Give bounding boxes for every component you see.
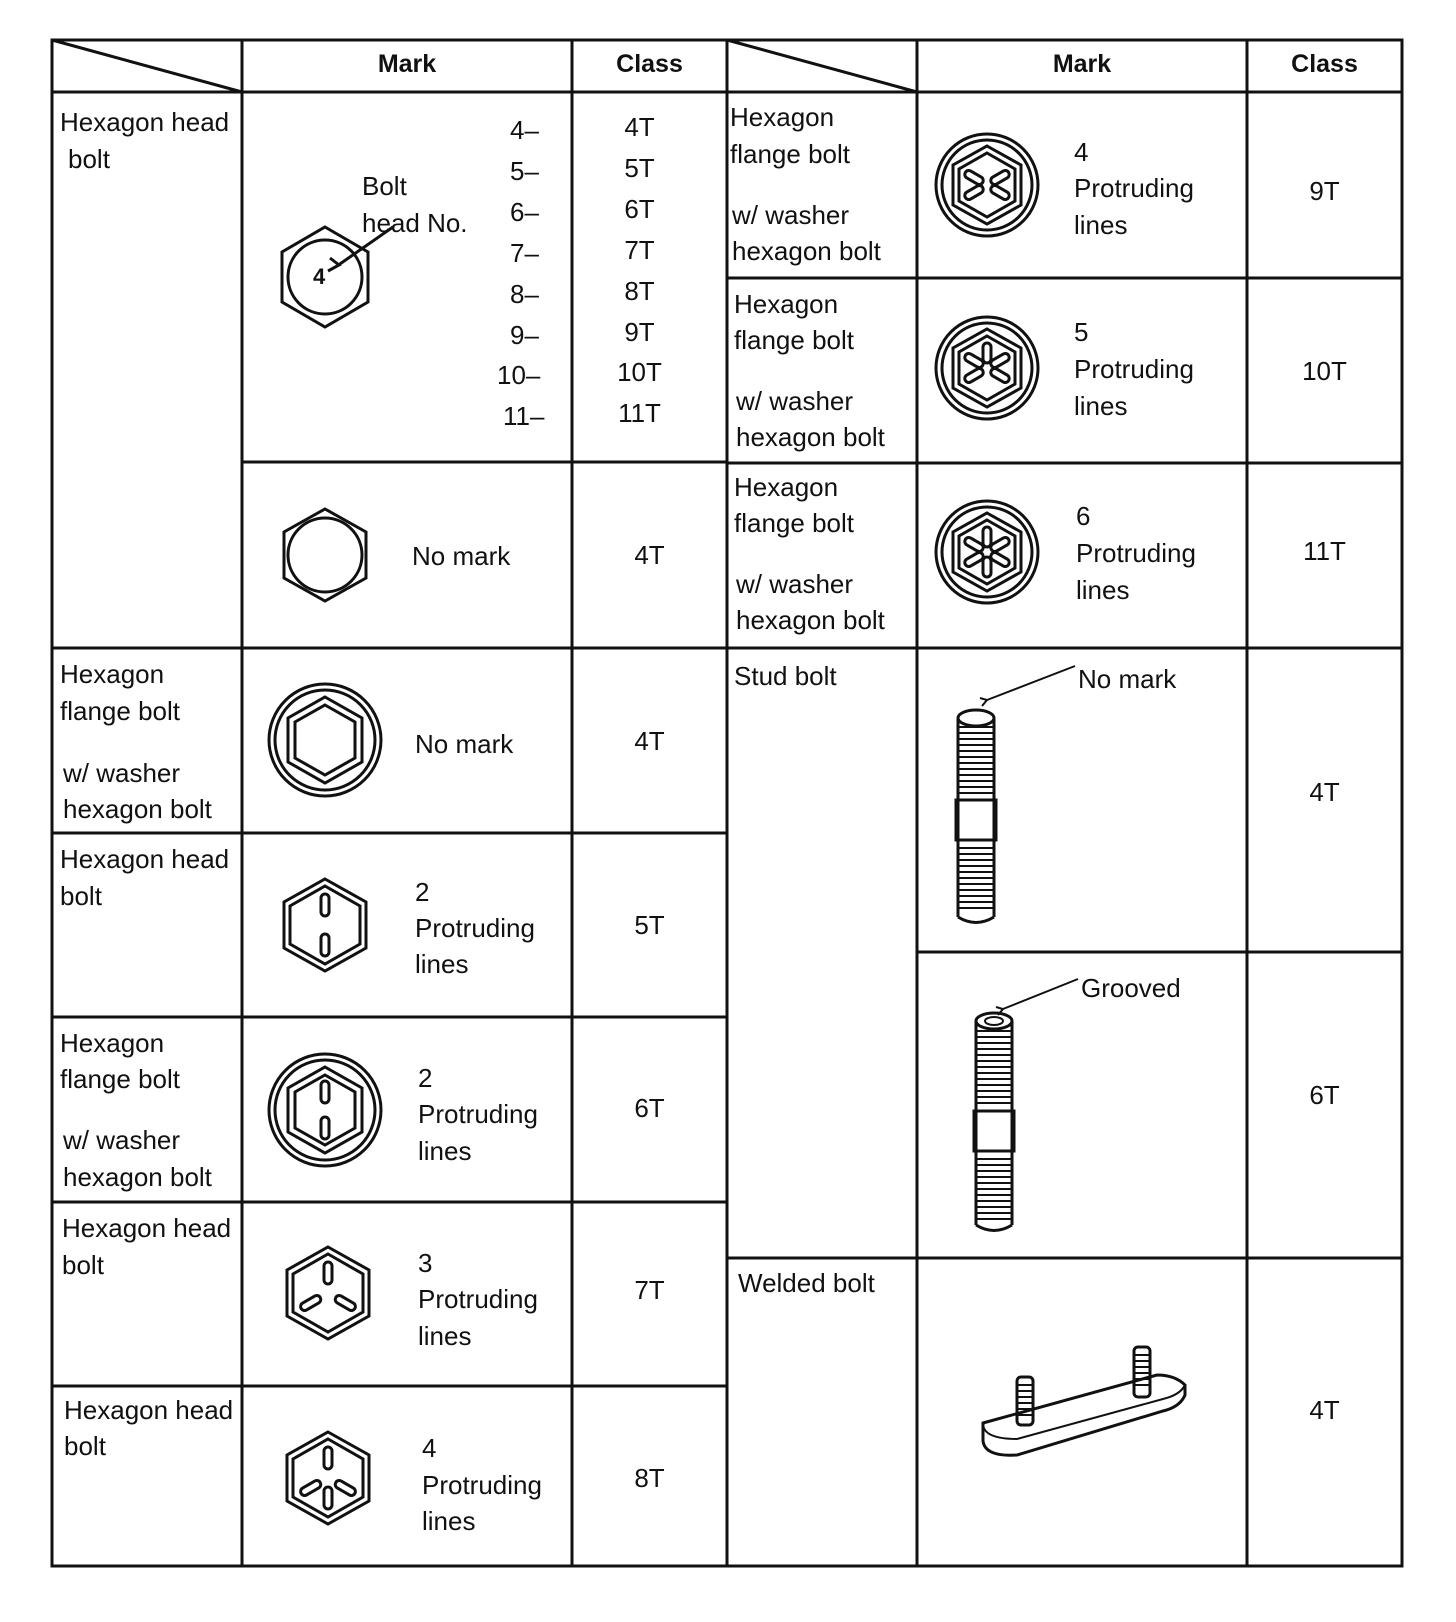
bolt-type-label: Hexagon bbox=[60, 1028, 165, 1058]
bolt-type-label: bolt bbox=[60, 881, 102, 911]
class-value: 4T bbox=[1309, 777, 1340, 807]
class-value: 6T bbox=[634, 1093, 665, 1123]
flange-2-lines-head-icon bbox=[265, 1050, 385, 1170]
class-value: 10T bbox=[1302, 356, 1347, 386]
bolt-head-number: 4– bbox=[510, 115, 539, 145]
mark-label: Protruding bbox=[415, 913, 535, 943]
class-value: 6T bbox=[1309, 1080, 1340, 1110]
mark-label: Protruding bbox=[418, 1284, 538, 1314]
bolt-type-label: bolt bbox=[64, 1431, 106, 1461]
bolt-type-label: flange bolt bbox=[60, 696, 180, 726]
bolt-head-no-label: Bolt bbox=[362, 171, 407, 201]
bolt-type-label: w/ washer bbox=[736, 569, 854, 599]
mark-label: Protruding bbox=[1076, 538, 1196, 568]
bolt-head-number: 5– bbox=[510, 156, 539, 186]
class-value: 11T bbox=[1303, 536, 1346, 566]
bolt-type-label: Hexagon head bbox=[60, 844, 230, 874]
flange-6-lines-head-icon bbox=[932, 497, 1042, 607]
bolt-head-digit: 4 bbox=[313, 264, 326, 289]
bolt-type-label: hexagon bolt bbox=[63, 794, 212, 824]
class-value: 4T bbox=[624, 112, 655, 142]
bolt-type-label: hexagon bolt bbox=[732, 236, 881, 266]
bolt-type-label: hexagon bolt bbox=[63, 1162, 212, 1192]
header-mark-left: Mark bbox=[377, 50, 437, 78]
mark-label: No mark bbox=[412, 541, 511, 571]
bolt-head-number: 6– bbox=[510, 197, 539, 227]
mark-label: lines bbox=[418, 1321, 472, 1351]
mark-label: lines bbox=[1074, 391, 1128, 421]
bolt-type-label: Hexagon bbox=[734, 472, 839, 502]
welded-bolt-icon bbox=[975, 1345, 1215, 1485]
class-value: 4T bbox=[634, 726, 665, 756]
class-value: 7T bbox=[634, 1275, 665, 1305]
bolt-type-label: Hexagon bbox=[734, 289, 839, 319]
header-mark-right: Mark bbox=[1052, 50, 1112, 78]
bolt-type-label: flange bolt bbox=[734, 325, 854, 355]
bolt-type-label: bolt bbox=[68, 144, 110, 174]
header-class-right: Class bbox=[1291, 50, 1358, 78]
flange-5-lines-head-icon bbox=[932, 313, 1042, 423]
bolt-type-label: flange bolt bbox=[730, 139, 850, 169]
mark-label: Protruding bbox=[422, 1470, 542, 1500]
class-value: 6T bbox=[624, 194, 655, 224]
bolt-type-label: hexagon bolt bbox=[736, 605, 885, 635]
bolt-type-label: Hexagon bbox=[60, 659, 165, 689]
class-value: 8T bbox=[624, 276, 655, 306]
stud-bolt-no-mark-icon bbox=[960, 672, 1200, 932]
class-value: 11T bbox=[618, 398, 661, 428]
mark-label: 5 bbox=[1074, 317, 1089, 347]
hex-2-lines-head-icon bbox=[275, 875, 375, 975]
class-value: 4T bbox=[634, 540, 665, 570]
class-value: 9T bbox=[624, 317, 655, 347]
bolt-head-number: 11– bbox=[503, 401, 545, 431]
bolt-head-number: 9– bbox=[510, 320, 539, 350]
hex-3-lines-head-icon bbox=[278, 1243, 378, 1343]
class-value: 4T bbox=[1309, 1395, 1340, 1425]
bolt-type-label: flange bolt bbox=[60, 1064, 180, 1094]
bolt-type-label: Hexagon bbox=[730, 102, 835, 132]
mark-label: lines bbox=[415, 949, 469, 979]
flange-plain-head-icon bbox=[265, 680, 385, 800]
bolt-head-number: 10– bbox=[497, 360, 541, 390]
mark-label: lines bbox=[1074, 210, 1128, 240]
bolt-type-label: w/ washer bbox=[732, 200, 850, 230]
mark-callout: Grooved bbox=[1081, 973, 1181, 1003]
stud-bolt-grooved-icon bbox=[978, 975, 1218, 1235]
bolt-head-number: 7– bbox=[510, 238, 539, 268]
mark-label: 2 bbox=[415, 877, 430, 907]
mark-label: No mark bbox=[415, 729, 514, 759]
mark-label: 3 bbox=[418, 1248, 433, 1278]
hex-4-lines-head-icon bbox=[278, 1428, 378, 1528]
mark-label: 6 bbox=[1076, 501, 1091, 531]
mark-label: lines bbox=[1076, 575, 1130, 605]
mark-label: lines bbox=[422, 1506, 476, 1536]
bolt-type-label: hexagon bolt bbox=[736, 422, 885, 452]
class-value: 10T bbox=[617, 357, 662, 387]
bolt-type-label: w/ washer bbox=[63, 758, 181, 788]
hex-plain-head-icon bbox=[275, 505, 375, 605]
bolt-type-label: Hexagon head bbox=[60, 107, 230, 137]
mark-label: Protruding bbox=[1074, 173, 1194, 203]
bolt-type-label: w/ washer bbox=[63, 1125, 181, 1155]
class-value: 8T bbox=[634, 1463, 665, 1493]
flange-4-lines-head-icon bbox=[932, 130, 1042, 240]
bolt-type-label: Hexagon head bbox=[62, 1213, 232, 1243]
header-class-left: Class bbox=[616, 50, 683, 78]
bolt-head-no-label: head No. bbox=[362, 208, 468, 238]
bolt-type-label: w/ washer bbox=[736, 386, 854, 416]
bolt-type-label: Welded bolt bbox=[738, 1268, 875, 1298]
mark-label: Protruding bbox=[1074, 354, 1194, 384]
class-value: 9T bbox=[1309, 176, 1340, 206]
mark-label: Protruding bbox=[418, 1099, 538, 1129]
mark-label: 2 bbox=[418, 1063, 433, 1093]
bolt-head-number: 8– bbox=[510, 279, 539, 309]
bolt-type-label: flange bolt bbox=[734, 508, 854, 538]
class-value: 7T bbox=[624, 235, 655, 265]
mark-label: 4 bbox=[422, 1433, 437, 1463]
mark-label: lines bbox=[418, 1136, 472, 1166]
mark-label: 4 bbox=[1074, 137, 1089, 167]
bolt-type-label: Hexagon head bbox=[64, 1395, 234, 1425]
class-value: 5T bbox=[624, 153, 655, 183]
bolt-type-label: bolt bbox=[62, 1250, 104, 1280]
class-value: 5T bbox=[634, 910, 665, 940]
bolt-type-label: Stud bolt bbox=[734, 661, 837, 691]
mark-callout: No mark bbox=[1078, 664, 1177, 694]
